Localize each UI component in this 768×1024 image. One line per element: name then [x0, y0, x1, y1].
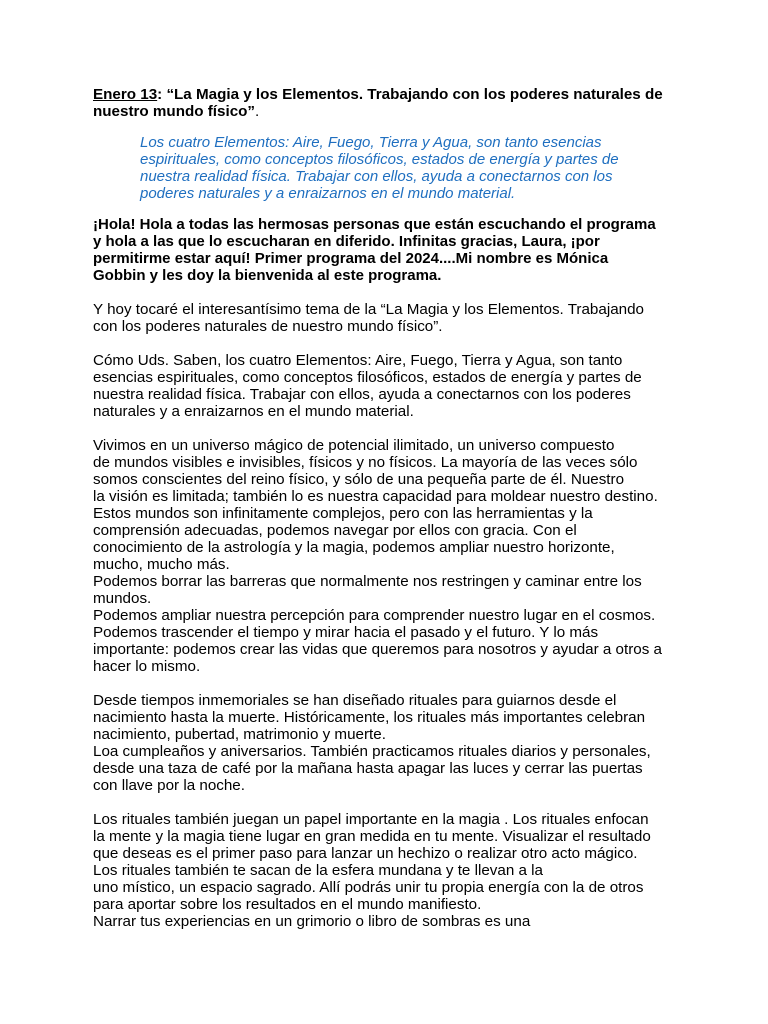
paragraph-line: Los rituales también te sacan de la esfera mundana y te llevan a la	[93, 862, 543, 879]
paragraph-rituals-history	[93, 692, 678, 794]
paragraph-line: conocimiento de la astrología y la magia, podemos ampliar nuestro horizonte,	[93, 539, 615, 556]
paragraph-line: uno místico, un espacio sagrado. Allí podrás unir tu propia energía con la de otros	[93, 879, 644, 896]
paragraph-line: Los rituales también juegan un papel importante en la magia . Los rituales enfocan	[93, 811, 649, 828]
paragraph-line: la visión es limitada; también lo es nuestra capacidad para moldear nuestro destino.	[93, 488, 658, 505]
paragraph-line: mucho, mucho más.	[93, 556, 230, 573]
quote-line: Los cuatro Elementos: Aire, Fuego, Tierra y Agua, son tanto esencias	[140, 134, 602, 151]
greeting-line: y hola a las que lo escucharan en diferido. Infinitas gracias, Laura, ¡por	[93, 233, 600, 250]
heading-period: .	[255, 103, 260, 120]
paragraph-line: que deseas es el primer paso para lanzar un hechizo o realizar otro acto mágico.	[93, 845, 638, 862]
paragraph-line: con llave por la noche.	[93, 777, 245, 794]
document-heading	[93, 86, 678, 120]
paragraph-line: Vivimos en un universo mágico de potencial ilimitado, un universo compuesto	[93, 437, 615, 454]
paragraph-line: Desde tiempos inmemoriales se han diseñado rituales para guiarnos desde el	[93, 692, 617, 709]
paragraph-line: Narrar tus experiencias en un grimorio o libro de sombras es una	[93, 913, 531, 930]
intro-quote	[140, 134, 640, 202]
paragraph-line: Y hoy tocaré el interesantísimo tema de la “La Magia y los Elementos. Trabajando	[93, 301, 644, 318]
paragraph-line: importante: podemos crear las vidas que queremos para nosotros y ayudar a otros a	[93, 641, 662, 658]
paragraph-line: Cómo Uds. Saben, los cuatro Elementos: Aire, Fuego, Tierra y Agua, son tanto	[93, 352, 623, 369]
paragraph-line: mundos.	[93, 590, 152, 607]
paragraph-line: naturales y a enraizarnos en el mundo material.	[93, 403, 414, 420]
paragraph-line: nacimiento, pubertad, matrimonio y muerte.	[93, 726, 386, 743]
heading-title-line2: nuestro mundo físico”	[93, 103, 256, 120]
heading-colon: :	[157, 86, 163, 103]
paragraph-line: para aportar sobre los resultados en el mundo manifiesto.	[93, 896, 482, 913]
heading-date: Enero 13	[93, 86, 158, 103]
paragraph-line: nacimiento hasta la muerte. Históricamente, los rituales más importantes celebran	[93, 709, 646, 726]
paragraph-line: comprensión adecuadas, podemos navegar por ellos con gracia. Con el	[93, 522, 577, 539]
paragraph-line: somos conscientes del reino físico, y sólo de una pequeña parte de él. Nuestro	[93, 471, 625, 488]
greeting-line: permitirme estar aquí! Primer programa del 2024....Mi nombre es Mónica	[93, 250, 609, 267]
paragraph-line: hacer lo mismo.	[93, 658, 201, 675]
paragraph-line: nuestra realidad física. Trabajar con ellos, ayuda a conectarnos con los poderes	[93, 386, 631, 403]
paragraph-rituals-magic	[93, 811, 678, 930]
greeting-paragraph	[93, 216, 678, 284]
paragraph-topic	[93, 301, 678, 335]
paragraph-line: Estos mundos son infinitamente complejos, pero con las herramientas y la	[93, 505, 593, 522]
quote-line: nuestra realidad física. Trabajar con ellos, ayuda a conectarnos con los	[140, 168, 613, 185]
paragraph-line: desde una taza de café por la mañana hasta apagar las luces y cerrar las puertas	[93, 760, 643, 777]
paragraph-universe	[93, 437, 678, 675]
paragraph-elements	[93, 352, 678, 420]
quote-line: poderes naturales y a enraizarnos en el mundo material.	[140, 185, 516, 202]
paragraph-line: Podemos trascender el tiempo y mirar hacia el pasado y el futuro. Y lo más	[93, 624, 599, 641]
heading-title-line1: “La Magia y los Elementos. Trabajando con los poderes naturales de	[162, 86, 663, 103]
paragraph-line: con los poderes naturales de nuestro mundo físico”.	[93, 318, 443, 335]
paragraph-line: la mente y la magia tiene lugar en gran medida en tu mente. Visualizar el resultado	[93, 828, 651, 845]
paragraph-line: de mundos visibles e invisibles, físicos y no físicos. La mayoría de las veces sólo	[93, 454, 638, 471]
paragraph-line: Podemos ampliar nuestra percepción para comprender nuestro lugar en el cosmos.	[93, 607, 656, 624]
paragraph-line: esencias espirituales, como conceptos filosóficos, estados de energía y partes de	[93, 369, 642, 386]
paragraph-line: Podemos borrar las barreras que normalmente nos restringen y caminar entre los	[93, 573, 642, 590]
paragraph-line: Loa cumpleaños y aniversarios. También practicamos rituales diarios y personales,	[93, 743, 651, 760]
quote-line: espirituales, como conceptos filosóficos, estados de energía y partes de	[140, 151, 619, 168]
greeting-line: ¡Hola! Hola a todas las hermosas personas que están escuchando el programa	[93, 216, 656, 233]
greeting-line: Gobbin y les doy la bienvenida al este programa.	[93, 267, 442, 284]
